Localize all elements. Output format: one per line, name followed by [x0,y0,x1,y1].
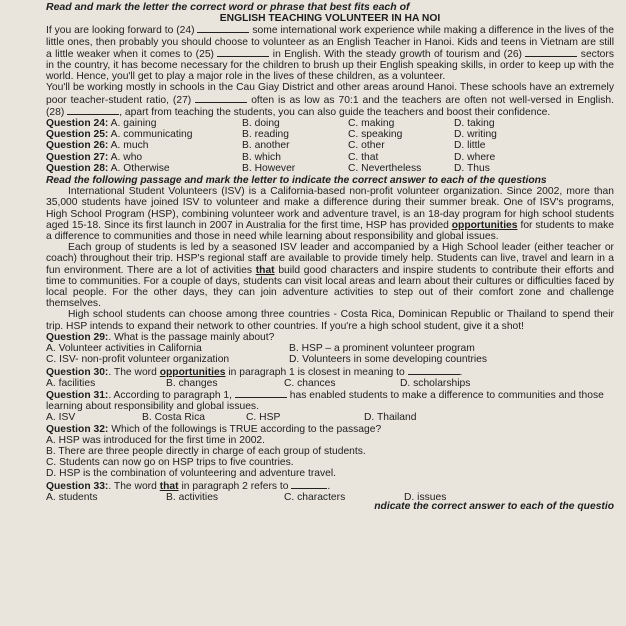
option-b[interactable]: B. reading [242,129,289,141]
answer-blank [197,24,249,33]
passage-title: ENGLISH TEACHING VOLUNTEER IN HA NOI [219,13,441,25]
option-a[interactable]: A. facilities [46,377,96,389]
cloze-text: often is as low as 70:1 and the teachers are often not well-versed in English. (28) [46,94,614,118]
cloze-paragraph-2 [46,82,614,118]
keyword-underlined: that [255,264,275,276]
question-label: Question 33: [46,480,109,492]
question-text: in paragraph 2 refers to [181,480,289,492]
option-a[interactable]: A. Volunteer activities in California [46,343,202,355]
option-a[interactable]: A. much [110,140,149,152]
option-d[interactable]: D. Volunteers in some developing countries [289,354,488,366]
passage-text: for students to make a difference to communities and those in need while learning about responsibility and global issues. [46,219,614,243]
option-c[interactable]: C. Nevertheless [348,162,422,174]
cloze-text: sectors in the country, it has become necessary for the children to brush up their English speaking skills, in order to keep up with the world. Hence, you'll get to play a major role in the lives of these children, as a volunteer. [46,48,614,83]
option-c[interactable]: C. ISV- non-profit volunteer organization [46,354,230,366]
option-d[interactable]: D. writing [454,129,497,141]
option-c[interactable]: C. making [348,118,395,130]
answer-blank [291,480,327,489]
question-label: Question 32: [46,423,109,435]
option-a[interactable]: A. students [46,491,98,503]
option-c[interactable]: C. speaking [348,129,403,141]
option-d[interactable]: D. little [454,140,486,152]
keyword-underlined: opportunities [451,219,518,231]
answer-blank [408,366,460,375]
option-a[interactable]: A. HSP was introduced for the first time in 2002. [46,434,266,446]
option-b[interactable]: B. Costa Rica [142,412,205,424]
option-b[interactable]: B. doing [242,118,280,130]
question-row [46,140,614,151]
question-row [46,129,614,140]
question-text: has enabled students to make a difference to communities and those learning about responsibility and global issues. [46,389,604,413]
option-a[interactable]: A. gaining [110,118,157,130]
question-label: Question 27: [46,151,109,163]
option-c[interactable]: C. that [348,151,379,163]
question-29 [46,332,614,343]
question-text: . What is the passage mainly about? [108,331,275,343]
question-label: Question 25: [46,129,109,141]
option-a[interactable]: A. Otherwise [110,162,170,174]
question-30: Question 30:. The word opportunities in paragraph 1 is closest in meaning to . [46,366,463,378]
question-row [46,152,614,163]
answer-blank [525,48,577,57]
option-c[interactable]: C. Students can now go on HSP trips to five countries. [46,457,294,469]
option-c[interactable]: C. other [348,140,385,152]
question-33: Question 33:. The word that in paragraph 2 refers to . [46,480,331,492]
question-row [46,163,614,174]
cloze-text: If you are looking forward to (24) [46,25,195,37]
option-d[interactable]: D. scholarships [400,377,471,389]
option-c[interactable]: C. chances [284,377,336,389]
passage-text: International Student Volunteers (ISV) is a California-based non-profit volunteer organization. Since 2002, more than 35,000 students have joined ISV to volunteer and make a difference during their summer break. One of ISV's programs, High School Program (HSP), combining volunteer work and adventure travel, is an 18-day program for high school students aged 15-18. Since its first launch in 2007 in Australia for the first time, HSP has provided [46,186,614,231]
option-b[interactable]: B. However [242,162,296,174]
option-c[interactable]: C. characters [284,491,346,503]
option-b[interactable]: B. another [242,140,290,152]
option-d[interactable]: D. HSP is the combination of volunteering and adventure travel. [46,468,337,480]
option-b[interactable]: B. activities [166,491,219,503]
option-b[interactable]: B. changes [166,377,218,389]
passage-text: build good characters and inspire students to contribute their efforts and time to communities. For a couple of days, students can visit local areas and learn about their cultures or difficulties faced by local people. For the other days, they can join adventure activities to step out of their comfort zone and challenge themselves. [46,264,614,310]
question-label: Question 26: [46,140,109,152]
answer-blank [195,94,247,103]
cloze-paragraph-1 [46,24,614,82]
passage-paragraph-1 [46,186,614,242]
bottom-instruction: ndicate the correct answer to each of the questio [374,500,614,512]
question-32 [46,424,614,435]
option-a[interactable]: A. who [110,151,143,163]
keyword-underlined: opportunities [159,366,226,378]
option-d[interactable]: D. taking [454,118,495,130]
option-d[interactable]: D. issues [404,491,447,503]
cloze-questions [46,118,614,174]
question-label: Question 31: [46,389,109,401]
cloze-text: in English. With the steady growth of tourism and (26) [272,48,522,60]
passage-paragraph-2 [46,242,614,309]
question-text: . According to paragraph 1, [108,389,233,401]
question-label: Question 24: [46,118,109,130]
cloze-text: some international work experience while making a difference in the lives of the little ones, then probably you should choose to volunteer as an English Teacher in Hanoi. Kids and teens in Vietnam are still a little weaker when it comes to (25) [46,25,614,60]
option-c[interactable]: C. HSP [246,412,281,424]
question-label: Question 30: [46,366,109,378]
option-b[interactable]: B. which [242,151,281,163]
top-instruction: Read and mark the letter the correct word or phrase that best fits each of [46,1,410,13]
question-text: . The word [108,366,157,378]
option-a[interactable]: A. ISV [46,412,76,424]
option-b[interactable]: B. HSP – a prominent volunteer program [289,343,475,355]
passage-paragraph-3: High school students can choose among three countries - Costa Rica, Dominican Republic or Thailand to spend their trip. HSP intends to expand their network to other countries. If you're a high school student, give it a shot! [46,309,614,332]
option-d[interactable]: D. Thailand [364,412,417,424]
answer-blank [217,48,269,57]
passage-text: Each group of students is led by a seasoned ISV leader and accompanied by a High School leader (either teacher or coach) throughout their trip. HSP's regional staff are available to provide timely help. Students can live, travel and learn in a fun environment. There are a lot of activities [46,242,614,276]
option-a[interactable]: A. communicating [110,129,193,141]
answer-blank [67,106,119,115]
question-label: Question 28: [46,162,109,174]
question-31 [46,389,614,412]
question-row [46,118,614,129]
section-2-instruction: Read the following passage and mark the letter to indicate the correct answer to each of the questions [46,175,547,187]
option-d[interactable]: D. Thus [454,162,490,174]
answer-blank [235,389,287,398]
cloze-text: , apart from teaching the students, you can also guide the teachers and boost their confidence. [119,106,551,118]
option-d[interactable]: D. where [454,151,496,163]
question-label: Question 29: [46,331,109,343]
cloze-text: You'll be working mostly in schools in the Cau Giay District and other areas around Hanoi. These schools have an extremely poor teacher-student ratio, (27) [46,82,614,106]
option-b[interactable]: B. There are three people directly in charge of each group of students. [46,445,366,457]
question-text: in paragraph 1 is closest in meaning to [228,366,405,378]
question-text: Which of the followings is TRUE according to the passage? [111,423,382,435]
keyword-underlined: that [159,480,179,492]
question-text: . The word [108,480,157,492]
